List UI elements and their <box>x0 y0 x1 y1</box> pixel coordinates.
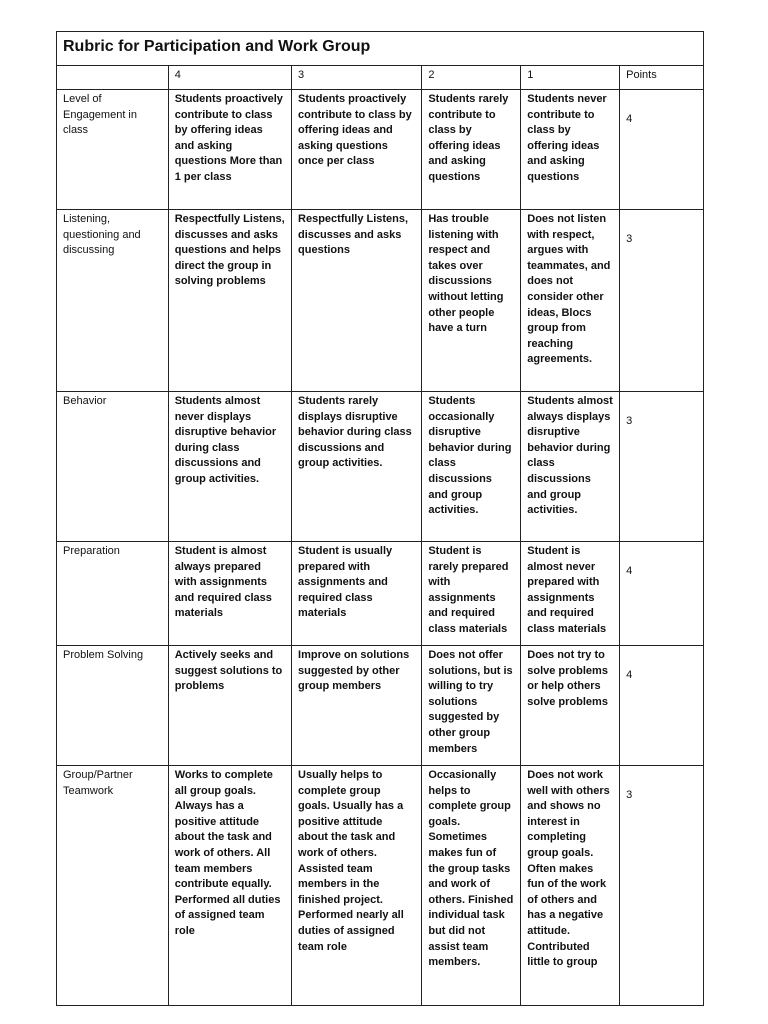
points-cell: 4 <box>620 90 704 210</box>
score-4-cell: Students almost never displays disruptive behavior during class discussions and group activities. <box>168 392 291 542</box>
points-cell: 4 <box>620 646 704 766</box>
score-2-cell: Student is rarely prepared with assignments and required class materials <box>422 542 521 646</box>
criterion-cell: Behavior <box>57 392 169 542</box>
points-cell: 3 <box>620 210 704 392</box>
score-1-cell: Does not listen with respect, argues with teammates, and does not consider other ideas, Blocs group from reaching agreements. <box>521 210 620 392</box>
criterion-cell: Group/Partner Teamwork <box>57 766 169 1006</box>
score-4-cell: Works to complete all group goals. Always has a positive attitude about the task and work of others. All team members contribute equally. Performed all duties of assigned team role <box>168 766 291 1006</box>
header-score-3: 3 <box>292 66 422 90</box>
score-3-cell: Respectfully Listens, discusses and asks questions <box>292 210 422 392</box>
header-score-2: 2 <box>422 66 521 90</box>
score-2-cell: Students occasionally disruptive behavior during class discussions and group activities. <box>422 392 521 542</box>
score-4-cell: Students proactively contribute to class by offering ideas and asking questions More than 1 per class <box>168 90 291 210</box>
score-3-cell: Usually helps to complete group goals. Usually has a positive attitude about the task and work of others. Assisted team members in the finished project. Performed nearly all duties of assigned team role <box>292 766 422 1006</box>
table-row <box>57 392 704 542</box>
score-3-cell: Student is usually prepared with assignments and required class materials <box>292 542 422 646</box>
score-2-cell: Does not offer solutions, but is willing to try solutions suggested by other group members <box>422 646 521 766</box>
points-cell: 4 <box>620 542 704 646</box>
table-row <box>57 90 704 210</box>
score-1-cell: Students never contribute to class by offering ideas and asking questions <box>521 90 620 210</box>
table-row <box>57 766 704 1006</box>
criterion-cell: Preparation <box>57 542 169 646</box>
score-4-cell: Student is almost always prepared with assignments and required class materials <box>168 542 291 646</box>
header-row <box>57 66 704 90</box>
rubric-document <box>56 31 704 1006</box>
points-cell: 3 <box>620 766 704 1006</box>
title-row <box>57 32 704 66</box>
score-2-cell: Occasionally helps to complete group goals. Sometimes makes fun of the group tasks and work of others. Finished individual task but did not assist team members. <box>422 766 521 1006</box>
score-1-cell: Does not work well with others and shows no interest in completing group goals. Often makes fun of the work of others and has a negative attitude. Contributed little to group <box>521 766 620 1006</box>
header-score-4: 4 <box>168 66 291 90</box>
score-1-cell: Students almost always displays disruptive behavior during class discussions and group activities. <box>521 392 620 542</box>
score-1-cell: Does not try to solve problems or help others solve problems <box>521 646 620 766</box>
score-2-cell: Students rarely contribute to class by offering ideas and asking questions <box>422 90 521 210</box>
criterion-cell: Listening, questioning and discussing <box>57 210 169 392</box>
score-2-cell: Has trouble listening with respect and takes over discussions without letting other people have a turn <box>422 210 521 392</box>
score-3-cell: Students rarely displays disruptive behavior during class discussions and group activities. <box>292 392 422 542</box>
header-points: Points <box>620 66 704 90</box>
score-3-cell: Improve on solutions suggested by other group members <box>292 646 422 766</box>
header-score-1: 1 <box>521 66 620 90</box>
score-4-cell: Actively seeks and suggest solutions to problems <box>168 646 291 766</box>
score-4-cell: Respectfully Listens, discusses and asks questions and helps direct the group in solving problems <box>168 210 291 392</box>
header-criterion <box>57 66 169 90</box>
table-row <box>57 646 704 766</box>
rubric-table <box>56 31 704 1006</box>
table-row <box>57 210 704 392</box>
score-1-cell: Student is almost never prepared with assignments and required class materials <box>521 542 620 646</box>
criterion-cell: Level of Engagement in class <box>57 90 169 210</box>
score-3-cell: Students proactively contribute to class by offering ideas and asking questions once per class <box>292 90 422 210</box>
rubric-title: Rubric for Participation and Work Group <box>57 32 704 66</box>
points-cell: 3 <box>620 392 704 542</box>
criterion-cell: Problem Solving <box>57 646 169 766</box>
table-row <box>57 542 704 646</box>
